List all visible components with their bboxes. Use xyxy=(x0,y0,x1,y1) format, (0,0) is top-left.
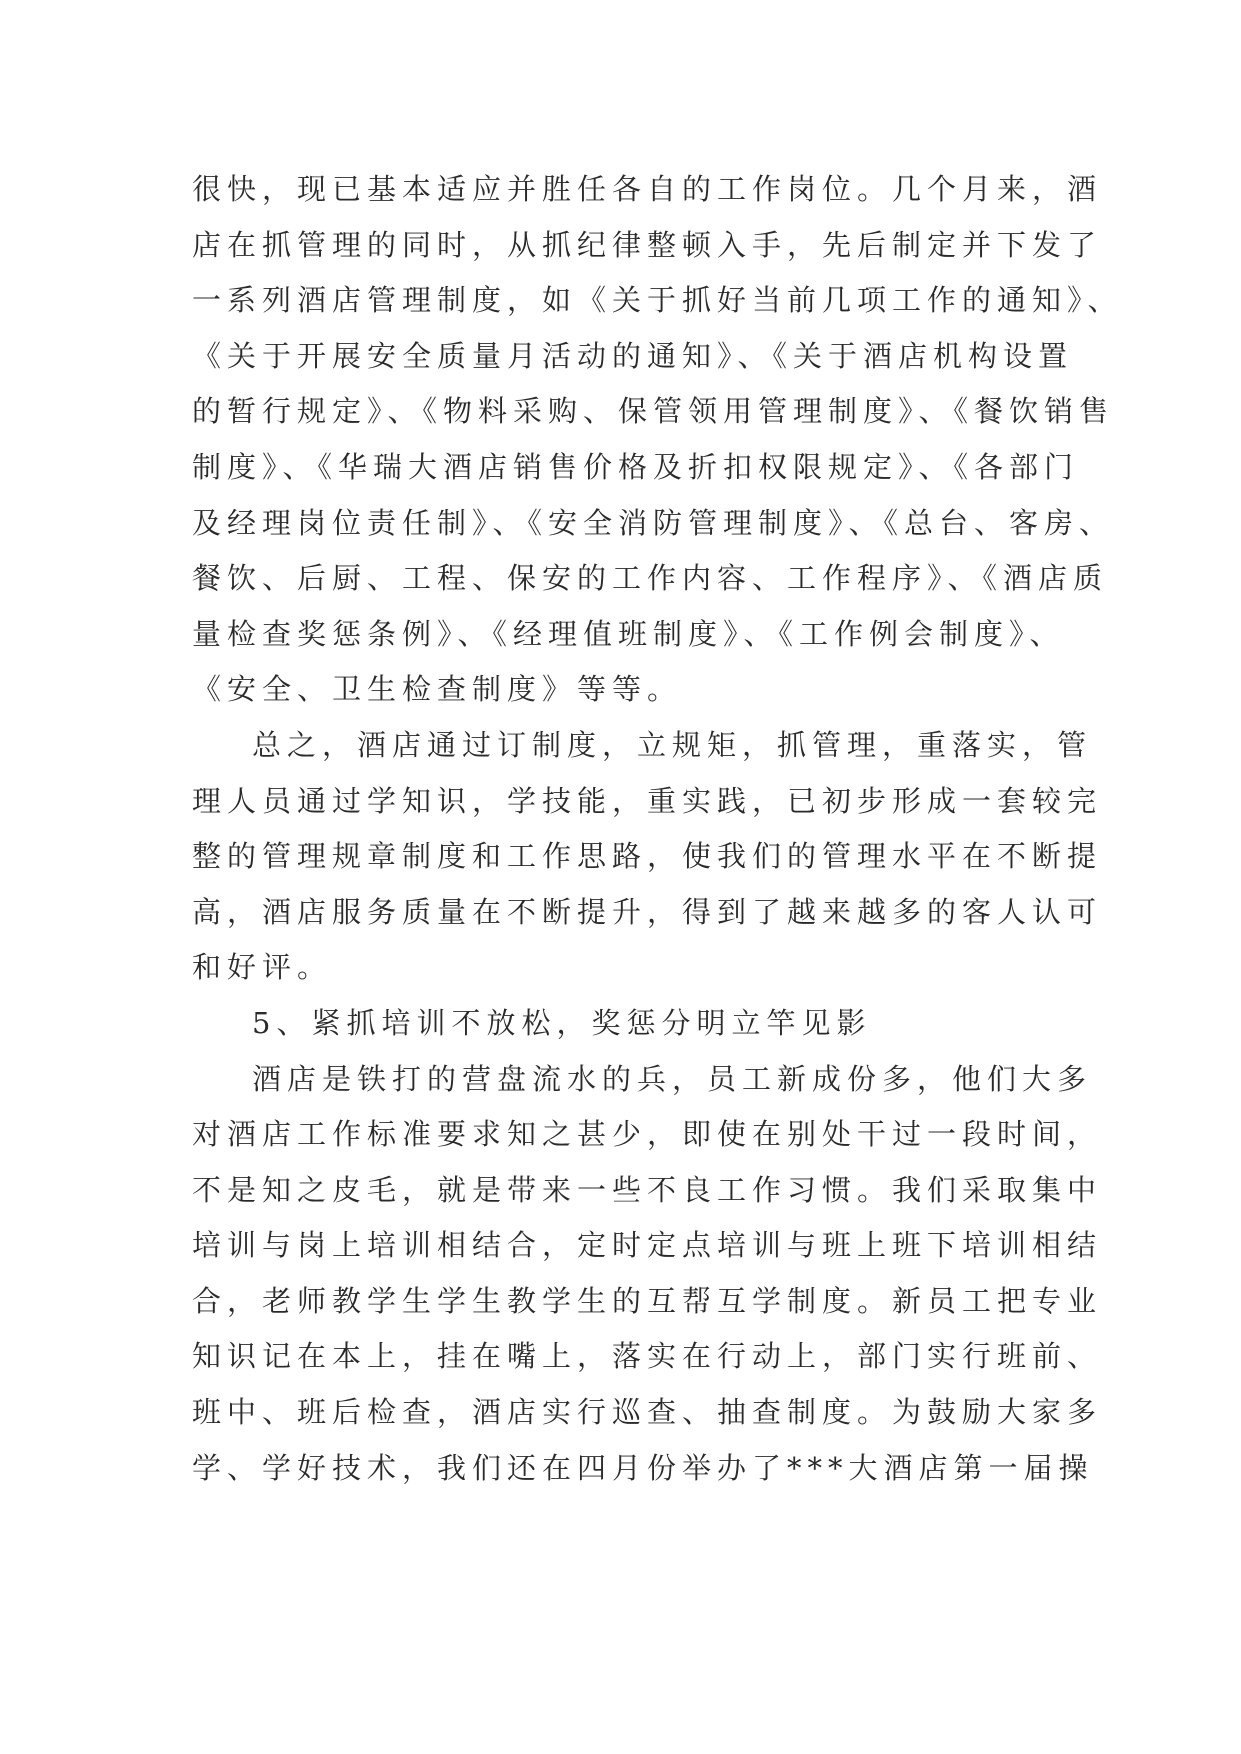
text-line: 班中、班后检查，酒店实行巡查、抽查制度。为鼓励大家多 xyxy=(192,1395,1103,1430)
text-line: 合，老师教学生学生教学生的互帮互学制度。新员工把专业 xyxy=(192,1283,1103,1318)
text-line: 整的管理规章制度和工作思路，使我们的管理水平在不断提 xyxy=(192,839,1103,874)
text-line: 理人员通过学知识，学技能，重实践，已初步形成一套较完 xyxy=(192,783,1103,818)
text-line: 《安全、卫生检查制度》等等。 xyxy=(192,672,683,707)
text-line: 店在抓管理的同时，从抓纪律整顿入手，先后制定并下发了 xyxy=(192,227,1103,262)
text-line: 对酒店工作标准要求知之甚少，即使在别处干过一段时间， xyxy=(192,1117,1103,1152)
text-line: 总之，酒店通过订制度，立规矩，抓管理，重落实，管 xyxy=(252,727,1093,762)
text-line: 培训与岗上培训相结合，定时定点培训与班上班下培训相结 xyxy=(192,1228,1103,1263)
document-body xyxy=(192,162,1123,1496)
text-line: 高，酒店服务质量在不断提升，得到了越来越多的客人认可 xyxy=(192,894,1103,929)
text-line: 很快，现已基本适应并胜任各自的工作岗位。几个月来，酒 xyxy=(192,172,1103,206)
text-line: 的暂行规定》、《物料采购、保管领用管理制度》、《餐饮销售 xyxy=(192,394,1115,429)
text-line: 知识记在本上，挂在嘴上，落实在行动上，部门实行班前、 xyxy=(192,1339,1103,1374)
text-line: 制度》、《华瑞大酒店销售价格及折扣权限规定》、《各部门 xyxy=(192,449,1080,484)
text-line: 5、紧抓培训不放松，奖惩分明立竿见影 xyxy=(252,1005,872,1040)
text-line: 及经理岗位责任制》、《安全消防管理制度》、《总台、客房、 xyxy=(192,505,1115,540)
text-line: 不是知之皮毛，就是带来一些不良工作习惯。我们采取集中 xyxy=(192,1172,1103,1207)
text-line: 一系列酒店管理制度，如《关于抓好当前几项工作的通知》、 xyxy=(192,283,1123,318)
text-line: 和好评。 xyxy=(192,950,333,985)
text-line: 酒店是铁打的营盘流水的兵，员工新成份多，他们大多 xyxy=(252,1061,1093,1096)
text-line: 学、学好技术，我们还在四月份举办了***大酒店第一届操 xyxy=(192,1450,1094,1485)
text-line: 《关于开展安全质量月活动的通知》、《关于酒店机构设置 xyxy=(192,338,1074,373)
text-line: 餐饮、后厨、工程、保安的工作内容、工作程序》、《酒店质 xyxy=(192,561,1109,596)
text-line: 量检查奖惩条例》、《经理值班制度》、《工作例会制度》、 xyxy=(192,616,1065,651)
